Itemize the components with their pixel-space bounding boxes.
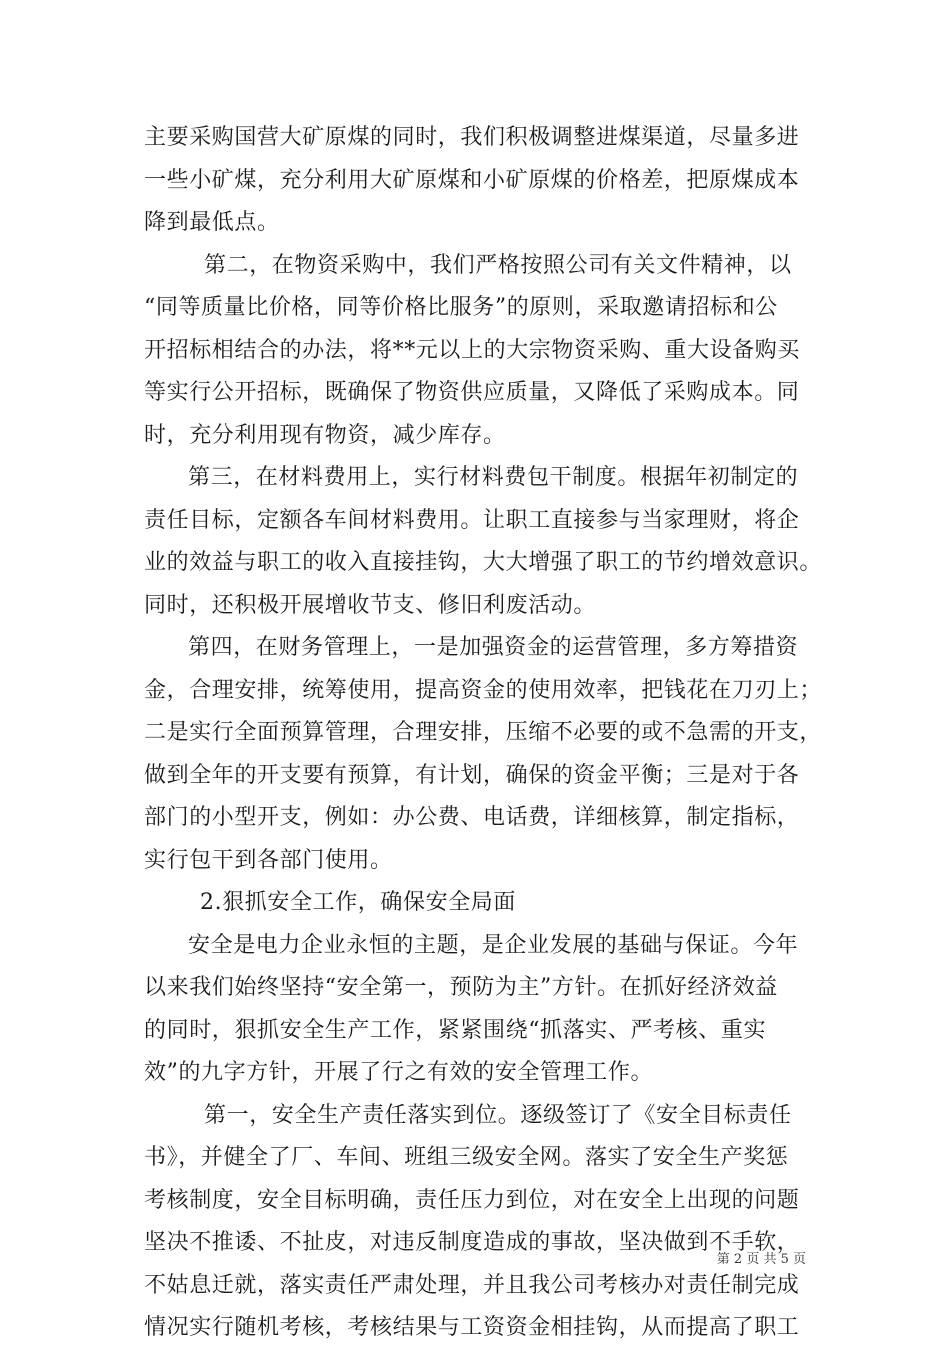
text-line: 书》，并健全了厂、车间、班组三级安全网。落实了安全生产奖惩: [144, 1145, 789, 1170]
paragraph-start-line: 第二，在物资采购中，我们严格按照公司有关文件精神，以: [204, 252, 792, 278]
text-line: 业的效益与职工的收入直接挂钩，大大增强了职工的节约增效意识。: [144, 550, 823, 575]
text-line: 等实行公开招标，既确保了物资供应质量，又降低了采购成本。同: [144, 380, 800, 405]
text-line: 部门的小型开支，例如：办公费、电话费，详细核算，制定指标，: [144, 805, 800, 830]
paragraph-start-line: 第四，在财务管理上，一是加强资金的运营管理，多方筹措资: [188, 635, 799, 660]
paragraph-start-line: 第一，安全生产责任落实到位。逐级签订了《安全目标责任: [204, 1102, 792, 1128]
paragraph-start-line: 第三，在材料费用上，实行材料费包干制度。根据年初制定的: [188, 465, 799, 490]
text-line: 金，合理安排，统筹使用，提高资金的使用效率，把钱花在刀刃上；: [144, 677, 823, 703]
text-line: 实行包干到各部门使用。: [144, 847, 393, 873]
paragraph-start-line: 安全是电力企业永恒的主题，是企业发展的基础与保证。今年: [188, 932, 799, 958]
text-line: 一些小矿煤，充分利用大矿原煤和小矿原煤的价格差，把原煤成本: [144, 167, 800, 193]
text-line: 开招标相结合的办法，将**元以上的大宗物资采购、重大设备购买: [144, 337, 801, 363]
document-body: [144, 117, 823, 1350]
text-line: 不姑息迁就，落实责任严肃处理，并且我公司考核办对责任制完成: [144, 1272, 800, 1298]
text-line: 做到全年的开支要有预算，有计划，确保的资金平衡；三是对于各: [144, 762, 800, 788]
text-line: 降到最低点。: [144, 210, 280, 235]
text-line: 坚决不推诿、不扯皮，对违反制度造成的事故，坚决做到不手软，: [144, 1230, 800, 1255]
section-heading: 2.狠抓安全工作，确保安全局面: [200, 890, 516, 915]
text-line: 的同时，狠抓安全生产工作，紧紧围绕“抓落实、严考核、重实: [144, 1017, 767, 1043]
text-line: 效”的九字方针，开展了行之有效的安全管理工作。: [144, 1060, 654, 1085]
text-line: 考核制度，安全目标明确，责任压力到位，对在安全上出现的问题: [144, 1187, 800, 1213]
text-line: 责任目标，定额各车间材料费用。让职工直接参与当家理财，将企: [144, 507, 800, 533]
text-line: 主要采购国营大矿原煤的同时，我们积极调整进煤渠道，尽量多进: [144, 125, 800, 150]
text-line: 同时，还积极开展增收节支、修旧利废活动。: [144, 592, 597, 618]
text-line: 情况实行随机考核，考核结果与工资资金相挂钩，从而提高了职工: [144, 1315, 800, 1340]
text-line: 时，充分利用现有物资，减少库存。: [144, 422, 506, 448]
text-line: 二是实行全面预算管理，合理安排，压缩不必要的或不急需的开支，: [144, 720, 823, 745]
text-line: 以来我们始终坚持“安全第一，预防为主”方针。在抓好经济效益: [144, 975, 778, 1000]
page-number: 第 2 页 共 5 页: [716, 1252, 806, 1267]
text-line: “同等质量比价格，同等价格比服务”的原则，采取邀请招标和公: [144, 295, 778, 320]
